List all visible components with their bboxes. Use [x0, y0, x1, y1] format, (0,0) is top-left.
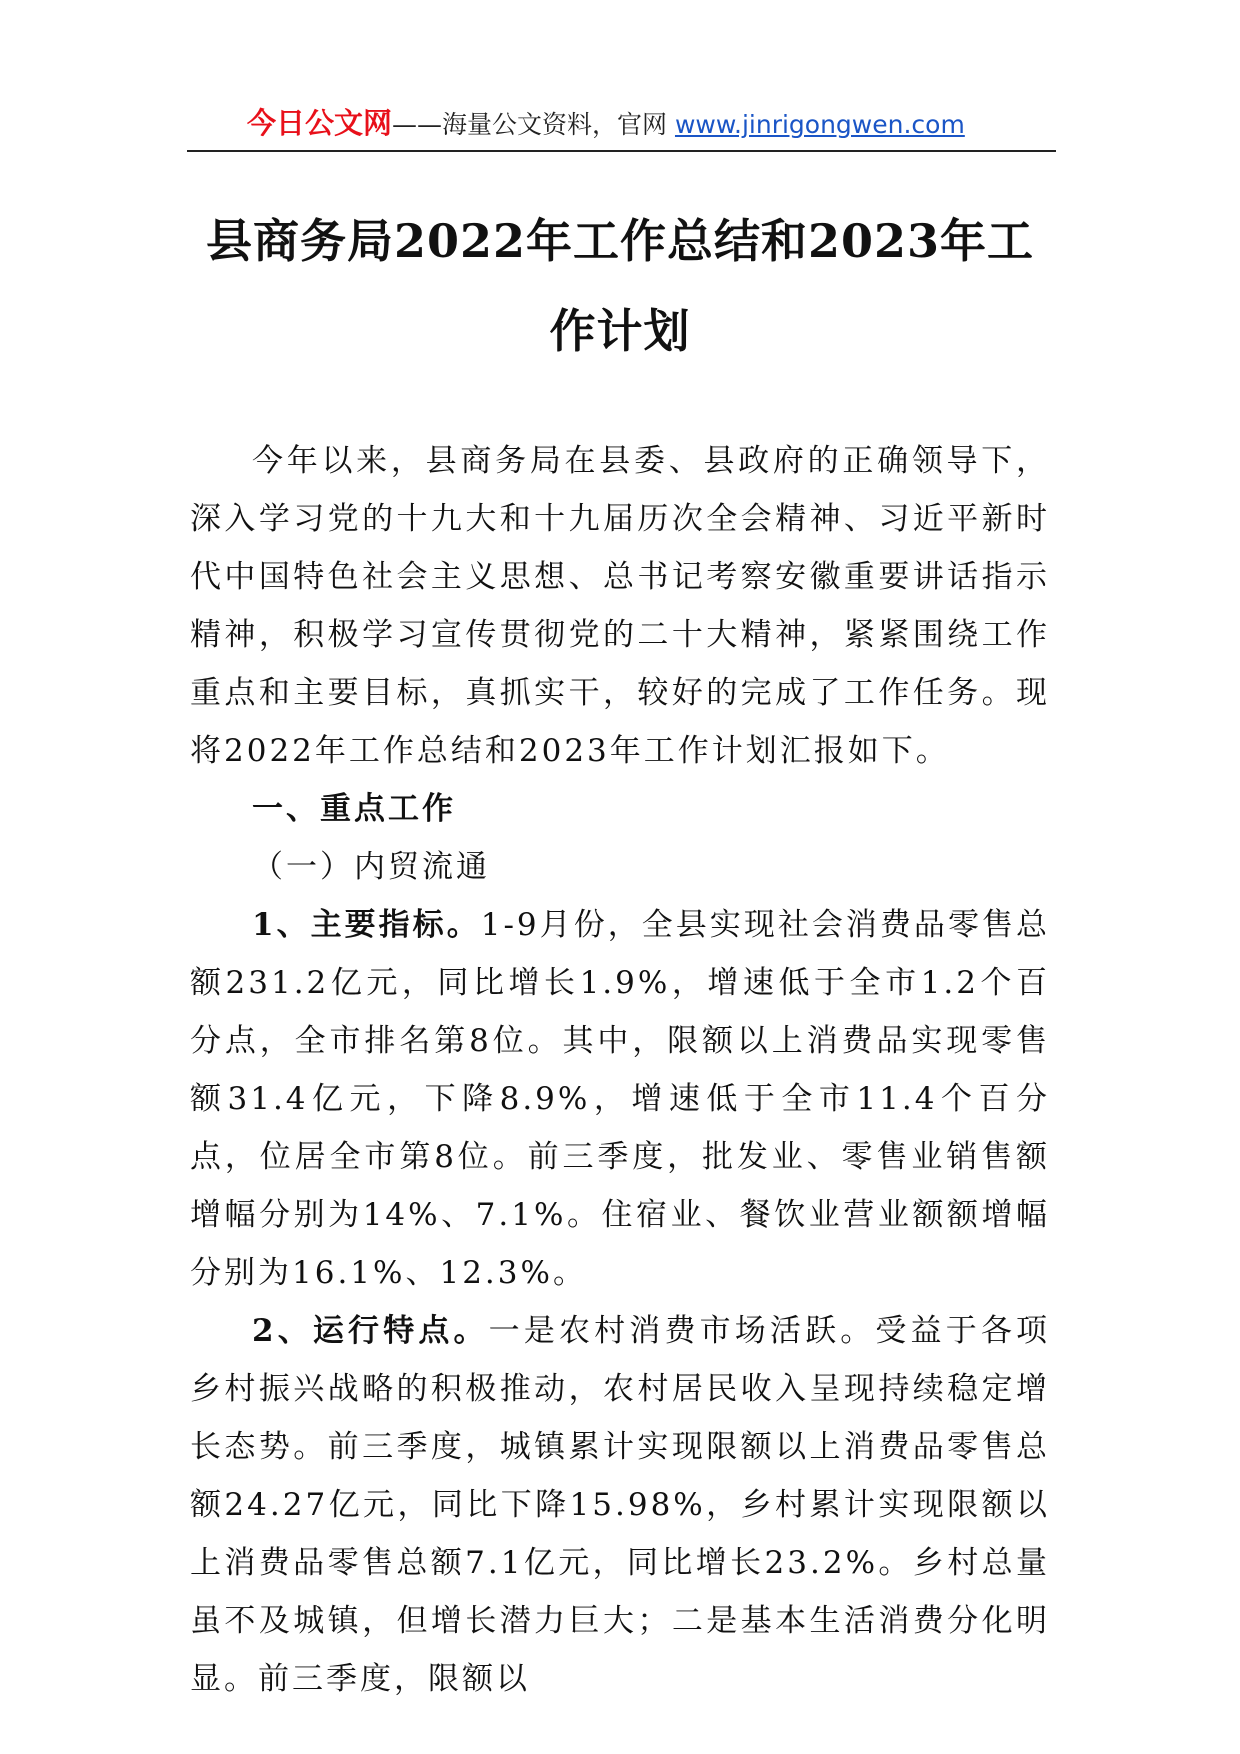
item-1-text: 1-9月份，全县实现社会消费品零售总额231.2亿元，同比增长1.9%，增速低于全市1.2个百分点，全市排名第8位。其中，限额以上消费品实现零售额31.4亿元，下降8.9%，增速低于全市11.4个百分点，位居全市第8位。前三季度，批发业、零售业销售额增幅分别为14%、7.1%。住宿业、餐饮业营业额额增幅分别为16.1%、12.3%。	[190, 907, 1050, 1291]
subsection-heading: （一）内贸流通	[252, 849, 490, 885]
item-1-lead: 1、主要指标。	[252, 907, 481, 943]
document-title: 县商务局2022年工作总结和2023年工作计划	[205, 214, 1035, 358]
intro-paragraph: 今年以来，县商务局在县委、县政府的正确领导下，深入学习党的十九大和十九届历次全会精神、习近平新时代中国特色社会主义思想、总书记考察安徽重要讲话指示精神，积极学习宣传贯彻党的二十大精神，紧紧围绕工作重点和主要目标，真抓实干，较好的完成了工作任务。现将2022年工作总结和2023年工作计划汇报如下。	[190, 443, 1050, 769]
brand-logo: 今日公文网	[247, 106, 393, 140]
site-header	[187, 100, 1056, 152]
header-slogan: ——海量公文资料，官网	[392, 110, 675, 139]
website-link[interactable]: www.jinrigongwen.com	[674, 110, 965, 139]
item-paragraph-2	[190, 1302, 1050, 1708]
header-line	[247, 106, 965, 142]
item-paragraph-1	[190, 896, 1050, 1302]
item-2-text: 一是农村消费市场活跃。受益于各项乡村振兴战略的积极推动，农村居民收入呈现持续稳定增长态势。前三季度，城镇累计实现限额以上消费品零售总额24.27亿元，同比下降15.98%，乡村累计实现限额以上消费品零售总额7.1亿元，同比增长23.2%。乡村总量虽不及城镇，但增长潜力巨大；二是基本生活消费分化明显。前三季度，限额以	[190, 1313, 1051, 1697]
document-body	[190, 432, 1050, 1708]
item-2-lead: 2、运行特点。	[252, 1313, 489, 1349]
section-heading: 一、重点工作	[252, 791, 456, 827]
